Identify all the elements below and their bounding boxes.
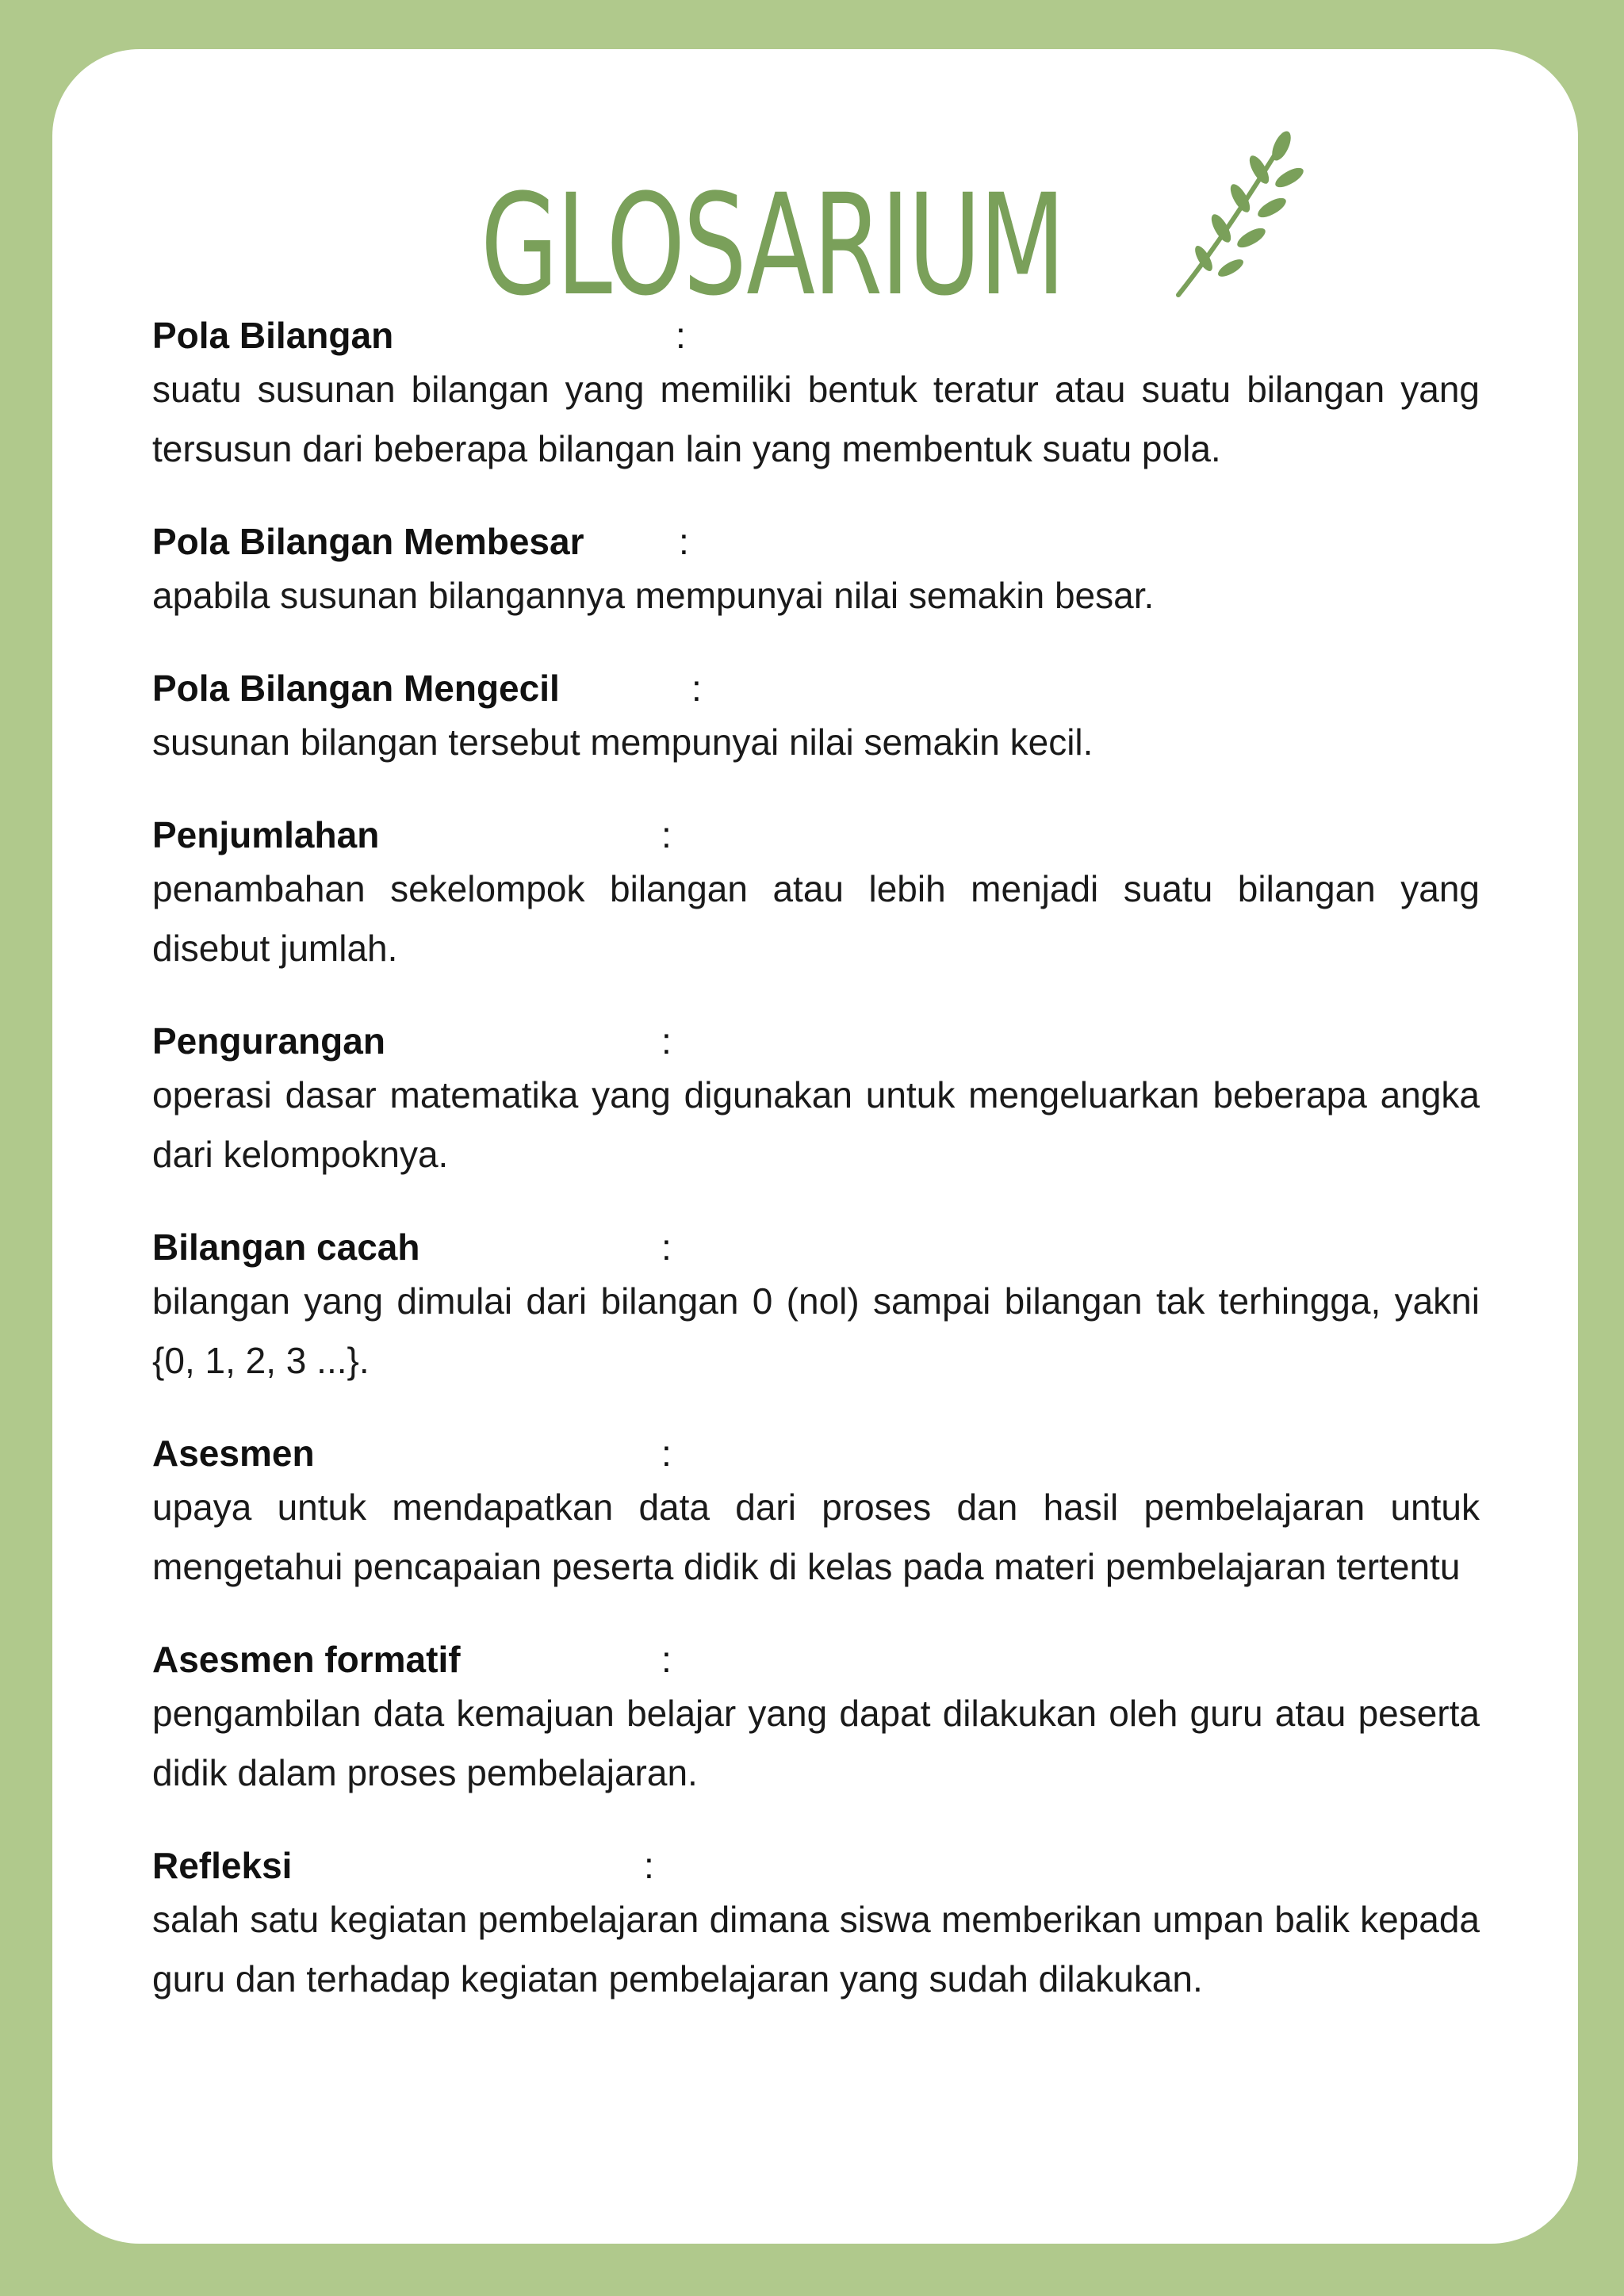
term-colon: : [679, 521, 689, 562]
glossary-entry [152, 1841, 1480, 2009]
term-line [152, 311, 1480, 360]
glossary-entry [152, 664, 1480, 772]
glossary-definition: operasi dasar matematika yang digunakan untuk mengeluarkan beberapa angka dari kelompoknya. [152, 1074, 1480, 1175]
glossary-term: Refleksi [152, 1845, 293, 1886]
glossary-definition: susunan bilangan tersebut mempunyai nilai semakin kecil. [152, 721, 1094, 763]
glossary-definition: bilangan yang dimulai dari bilangan 0 (nol) sampai bilangan tak terhingga, yakni {0, 1, 2, 3 ...}. [152, 1280, 1480, 1381]
term-colon: : [661, 1639, 672, 1680]
term-line [152, 810, 1480, 859]
term-colon: : [644, 1845, 654, 1886]
glossary-definition: suatu susunan bilangan yang memiliki bentuk teratur atau suatu bilangan yang tersusun dari beberapa bilangan lain yang membentuk suatu pola. [152, 369, 1480, 469]
term-colon: : [661, 1020, 672, 1062]
glossary-entry [152, 1635, 1480, 1803]
glossary-definition: penambahan sekelompok bilangan atau lebih menjadi suatu bilangan yang disebut jumlah. [152, 868, 1480, 969]
page-title: GLOSARIUM [481, 164, 1064, 327]
term-line [152, 1841, 1480, 1890]
glossary-card [52, 49, 1578, 2244]
term-colon: : [691, 668, 702, 709]
term-colon: : [676, 315, 686, 356]
glossary-term: Pola Bilangan Mengecil [152, 668, 560, 709]
term-colon: : [661, 814, 672, 855]
glossary-term: Pengurangan [152, 1020, 385, 1062]
term-colon: : [661, 1226, 672, 1268]
glossary-entry [152, 1223, 1480, 1391]
glossary-term: Penjumlahan [152, 814, 380, 855]
glossary-definition: upaya untuk mendapatkan data dari proses dan hasil pembelajaran untuk mengetahui pencapaian peserta didik di kelas pada materi pembelajaran tertentu [152, 1487, 1480, 1587]
leaf-sprig-icon [1162, 128, 1313, 303]
term-line [152, 1635, 1480, 1684]
term-colon: : [661, 1433, 672, 1474]
glossary-entry [152, 311, 1480, 479]
term-line [152, 1016, 1480, 1066]
term-line [152, 1223, 1480, 1272]
glossary-entry [152, 810, 1480, 978]
glossary-term: Bilangan cacah [152, 1226, 420, 1268]
term-line [152, 664, 1480, 713]
glossary-definition: apabila susunan bilangannya mempunyai nilai semakin besar. [152, 575, 1155, 616]
term-line [152, 1429, 1480, 1478]
glossary-list [152, 311, 1480, 2047]
glossary-definition: pengambilan data kemajuan belajar yang dapat dilakukan oleh guru atau peserta didik dalam proses pembelajaran. [152, 1693, 1480, 1793]
glossary-term: Pola Bilangan [152, 315, 394, 356]
glossary-definition: salah satu kegiatan pembelajaran dimana siswa memberikan umpan balik kepada guru dan terhadap kegiatan pembelajaran yang sudah dilakukan. [152, 1899, 1480, 1999]
glossary-term: Asesmen formatif [152, 1639, 461, 1680]
glossary-entry [152, 1429, 1480, 1597]
glossary-term: Pola Bilangan Membesar [152, 521, 584, 562]
term-line [152, 517, 1480, 566]
glossary-entry [152, 1016, 1480, 1184]
glossary-term: Asesmen [152, 1433, 315, 1474]
glossary-entry [152, 517, 1480, 626]
